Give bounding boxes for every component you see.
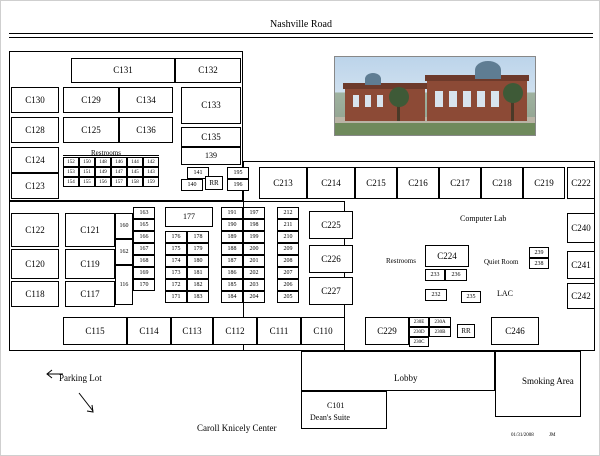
room-c242[interactable]: C242 (567, 283, 595, 309)
room-rr-bottom[interactable]: RR (457, 324, 475, 338)
photo-window (365, 95, 371, 107)
restrooms-top-label: Restrooms (91, 149, 121, 157)
c101-label: C101 (327, 401, 345, 410)
room-236[interactable]: 236 (445, 269, 467, 281)
lobby-label: Lobby (394, 373, 418, 383)
column-160[interactable]: 160 (115, 213, 133, 239)
photo-dome (475, 61, 501, 79)
photo-window (477, 91, 485, 107)
room-235[interactable]: 235 (461, 291, 481, 303)
room-196[interactable]: 196 (227, 179, 249, 191)
room-rr-top[interactable]: RR (205, 176, 223, 190)
room-c134[interactable]: C134 (119, 87, 173, 113)
room-c225[interactable]: C225 (309, 211, 353, 239)
computer-lab-label: Computer Lab (460, 214, 507, 223)
room-141[interactable]: 141 (187, 167, 209, 179)
room-c227[interactable]: C227 (309, 277, 353, 305)
column-162[interactable]: 162 (115, 239, 133, 265)
room-205[interactable]: 205 (277, 291, 299, 303)
room-c222[interactable]: C222 (567, 167, 595, 199)
room-c120[interactable]: C120 (11, 249, 59, 279)
lobby-outline (301, 351, 495, 391)
room-c119[interactable]: C119 (65, 249, 115, 279)
room-230c[interactable]: 230C (409, 337, 429, 347)
room-c129[interactable]: C129 (63, 87, 119, 113)
room-165[interactable]: 165 (133, 219, 155, 231)
photo-window (377, 95, 383, 107)
room-200[interactable]: 200 (243, 243, 265, 255)
room-190[interactable]: 190 (221, 219, 243, 231)
room-173[interactable]: 173 (165, 267, 187, 279)
room-188[interactable]: 188 (221, 243, 243, 255)
room-198[interactable]: 198 (243, 219, 265, 231)
room-212[interactable]: 212 (277, 207, 299, 219)
date-stamp: 01/31/2008 (511, 433, 534, 438)
room-c135[interactable]: C135 (181, 127, 241, 147)
restroom-cell-155[interactable]: 155 (79, 177, 95, 187)
room-167[interactable]: 167 (133, 243, 155, 255)
room-c124[interactable]: C124 (11, 147, 59, 173)
room-209[interactable]: 209 (277, 243, 299, 255)
room-c122[interactable]: C122 (11, 213, 59, 247)
room-c214[interactable]: C214 (307, 167, 355, 199)
room-175[interactable]: 175 (165, 243, 187, 255)
restroom-cell-156[interactable]: 156 (95, 177, 111, 187)
room-206[interactable]: 206 (277, 279, 299, 291)
restroom-cell-146[interactable]: 146 (111, 157, 127, 167)
restroom-cell-143[interactable]: 143 (143, 167, 159, 177)
restroom-cell-153[interactable]: 153 (63, 167, 79, 177)
restroom-cell-158[interactable]: 158 (127, 177, 143, 187)
room-233[interactable]: 233 (425, 269, 445, 281)
restroom-cell-150[interactable]: 150 (79, 157, 95, 167)
room-c240[interactable]: C240 (567, 213, 595, 243)
room-195[interactable]: 195 (227, 167, 249, 179)
initials-stamp: JM (549, 433, 556, 438)
room-185[interactable]: 185 (221, 279, 243, 291)
room-c218[interactable]: C218 (481, 167, 523, 199)
room-186[interactable]: 186 (221, 267, 243, 279)
restrooms-mid-label: Restrooms (386, 257, 416, 265)
deans-suite-label: Dean's Suite (310, 413, 350, 422)
room-c219[interactable]: C219 (523, 167, 565, 199)
room-203[interactable]: 203 (243, 279, 265, 291)
photo-window (463, 91, 471, 107)
room-230b[interactable]: 230B (429, 327, 451, 337)
restroom-cell-151[interactable]: 151 (79, 167, 95, 177)
photo-roof-left (343, 83, 427, 89)
room-187[interactable]: 187 (221, 255, 243, 267)
photo-cupola (365, 73, 381, 85)
room-230d[interactable]: 230D (409, 327, 429, 337)
room-c114[interactable]: C114 (127, 317, 171, 345)
room-208[interactable]: 208 (277, 255, 299, 267)
restroom-cell-152[interactable]: 152 (63, 157, 79, 167)
lac-label: LAC (497, 289, 513, 298)
photo-window (449, 91, 457, 107)
room-c128[interactable]: C128 (11, 117, 59, 143)
campus-building-photo (334, 56, 536, 136)
room-c213[interactable]: C213 (259, 167, 307, 199)
room-c226[interactable]: C226 (309, 245, 353, 273)
room-176[interactable]: 176 (165, 231, 187, 243)
room-140[interactable]: 140 (181, 179, 203, 191)
room-201[interactable]: 201 (243, 255, 265, 267)
room-238[interactable]: 238 (529, 258, 549, 269)
room-202[interactable]: 202 (243, 267, 265, 279)
room-c118[interactable]: C118 (11, 281, 59, 307)
room-171[interactable]: 171 (165, 291, 187, 303)
room-179[interactable]: 179 (187, 243, 209, 255)
parking-lot-arrow-down (75, 391, 97, 415)
room-c241[interactable]: C241 (567, 251, 595, 279)
room-210[interactable]: 210 (277, 231, 299, 243)
room-c112[interactable]: C112 (213, 317, 257, 345)
room-211[interactable]: 211 (277, 219, 299, 231)
nashville-road-line-1 (9, 33, 593, 34)
restroom-cell-157[interactable]: 157 (111, 177, 127, 187)
room-172[interactable]: 172 (165, 279, 187, 291)
room-197[interactable]: 197 (243, 207, 265, 219)
room-169[interactable]: 169 (133, 267, 155, 279)
room-c224[interactable]: C224 (425, 245, 469, 267)
room-199[interactable]: 199 (243, 231, 265, 243)
room-c229[interactable]: C229 (365, 317, 409, 345)
room-c216[interactable]: C216 (397, 167, 439, 199)
room-163[interactable]: 163 (133, 207, 155, 219)
room-c217[interactable]: C217 (439, 167, 481, 199)
room-232[interactable]: 232 (425, 289, 447, 301)
room-204[interactable]: 204 (243, 291, 265, 303)
restroom-cell-149[interactable]: 149 (95, 167, 111, 177)
room-c246[interactable]: C246 (491, 317, 539, 345)
restroom-cell-142[interactable]: 142 (143, 157, 159, 167)
room-191[interactable]: 191 (221, 207, 243, 219)
restroom-cell-147[interactable]: 147 (111, 167, 127, 177)
room-189[interactable]: 189 (221, 231, 243, 243)
photo-window (491, 91, 499, 107)
room-c113[interactable]: C113 (171, 317, 213, 345)
smoking-area-label: Smoking Area (522, 376, 574, 386)
room-184[interactable]: 184 (221, 291, 243, 303)
deans-suite-outline (301, 391, 387, 429)
room-230a[interactable]: 230A (429, 317, 451, 327)
room-183[interactable]: 183 (187, 291, 209, 303)
quiet-room-label: Quiet Room (484, 258, 519, 266)
room-c136[interactable]: C136 (119, 117, 173, 143)
room-180[interactable]: 180 (187, 255, 209, 267)
road-label: Nashville Road (270, 19, 332, 30)
room-c115[interactable]: C115 (63, 317, 127, 345)
room-182[interactable]: 182 (187, 279, 209, 291)
room-207[interactable]: 207 (277, 267, 299, 279)
room-177[interactable]: 177 (165, 207, 213, 227)
room-c125[interactable]: C125 (63, 117, 119, 143)
column-116[interactable]: 116 (115, 265, 133, 305)
room-c123[interactable]: C123 (11, 173, 59, 199)
restroom-cell-159[interactable]: 159 (143, 177, 159, 187)
restroom-cell-144[interactable]: 144 (127, 157, 143, 167)
nashville-road-line-2 (9, 37, 593, 38)
room-170[interactable]: 170 (133, 279, 155, 291)
room-c121[interactable]: C121 (65, 213, 115, 247)
restroom-cell-145[interactable]: 145 (127, 167, 143, 177)
room-c132[interactable]: C132 (175, 58, 241, 83)
room-166[interactable]: 166 (133, 231, 155, 243)
room-174[interactable]: 174 (165, 255, 187, 267)
room-239[interactable]: 239 (529, 247, 549, 258)
room-230e[interactable]: 230E (409, 317, 429, 327)
room-c133[interactable]: C133 (181, 87, 241, 124)
room-168[interactable]: 168 (133, 255, 155, 267)
photo-tree (503, 83, 523, 103)
room-c130[interactable]: C130 (11, 87, 59, 113)
restroom-cell-148[interactable]: 148 (95, 157, 111, 167)
room-c111[interactable]: C111 (257, 317, 301, 345)
room-181[interactable]: 181 (187, 267, 209, 279)
parking-lot-label: Parking Lot (59, 373, 102, 383)
room-c131[interactable]: C131 (71, 58, 175, 83)
room-c215[interactable]: C215 (355, 167, 397, 199)
restroom-cell-154[interactable]: 154 (63, 177, 79, 187)
photo-window (353, 95, 359, 107)
photo-tree (389, 87, 409, 107)
photo-window (435, 91, 443, 107)
room-139[interactable]: 139 (181, 147, 241, 165)
center-label: Caroll Knicely Center (197, 423, 277, 433)
room-c117[interactable]: C117 (65, 281, 115, 307)
room-178[interactable]: 178 (187, 231, 209, 243)
room-c110[interactable]: C110 (301, 317, 345, 345)
